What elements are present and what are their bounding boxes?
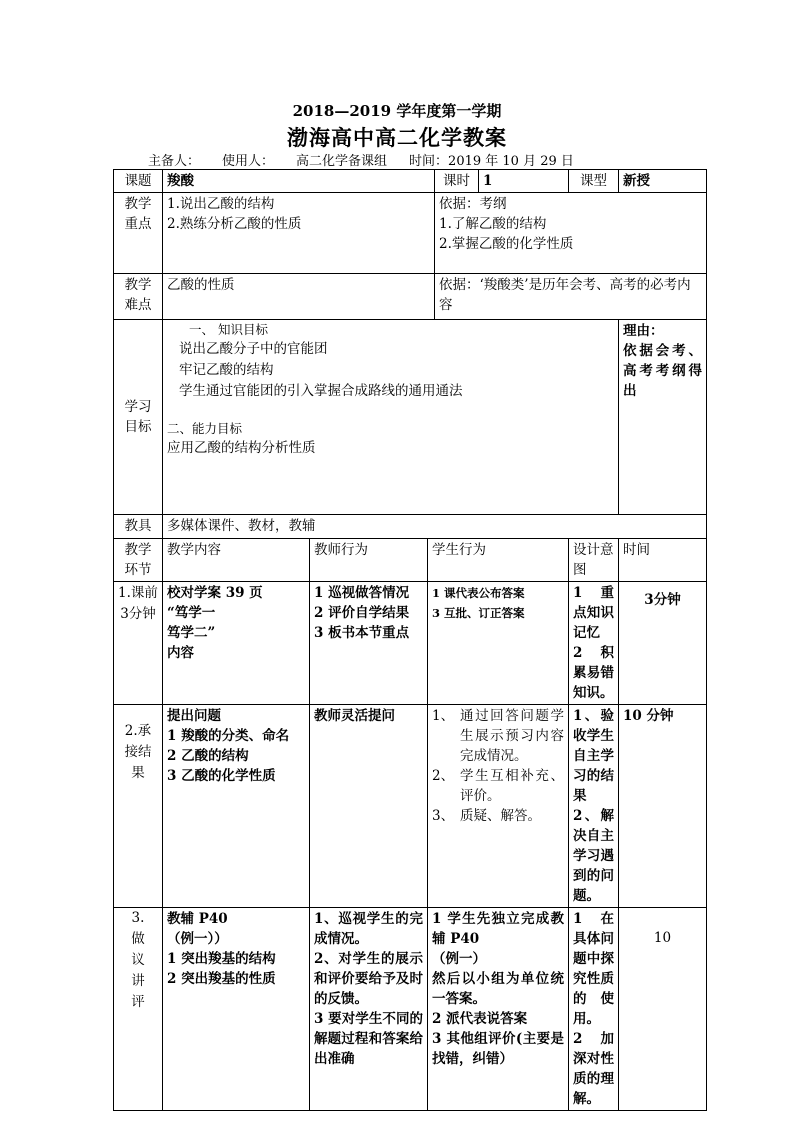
time-header: 时间 [619, 539, 707, 582]
spacer [167, 402, 614, 420]
stage-header: 教学 环节 [114, 539, 163, 582]
stage-student: 1 学生先独立完成教辅 P40 （例一） 然后以小组为单位统一答案。 2 派代表说答案 3 其他组评价(主要是找错，纠错） [428, 908, 569, 1111]
tools-content: 多媒体课件、教材，教辅 [163, 515, 707, 539]
stage-design: 1 重点知识记忆 2 积累易错知识。 [569, 582, 619, 705]
student-action: 1 课代表公布答案 [432, 586, 525, 600]
stage-time: 10 [619, 908, 707, 1111]
teacher-header: 教师行为 [310, 539, 428, 582]
document-subtitle: 2018—2019 学年度第一学期 [292, 102, 502, 120]
stage-student [428, 582, 569, 705]
stage-content: 教辅 P40 （例一）） 1 突出羧基的结构 2 突出羧基的性质 [163, 908, 310, 1111]
group-name: 高二化学备课组 [296, 154, 388, 169]
ability-title: 二、能力目标 [167, 421, 243, 436]
topic-label: 课题 [114, 170, 163, 193]
preparer-label: 主备人： [148, 154, 201, 169]
student-item: 3、 质疑、解答。 [432, 808, 541, 824]
stage-label: 2.承接结果 [114, 705, 163, 908]
user-label: 使用人： [222, 154, 275, 169]
lesson-plan-table [113, 169, 707, 1111]
objectives-row [114, 320, 707, 515]
hours-value: 1 [479, 170, 569, 193]
objectives-label: 学习 目标 [114, 320, 163, 515]
key-points-label: 教学 重点 [114, 193, 163, 274]
student-item: 2、 学生互相补充、评价。 [432, 768, 564, 804]
tools-row [114, 515, 707, 539]
stage-teacher: 1、巡视学生的完成情况。 2、对学生的展示和评价要给予及时的反馈。 3 要对学生不同的解题过程和答案给出准确 [310, 908, 428, 1111]
student-header: 学生行为 [428, 539, 569, 582]
knowledge-title: 一、 知识目标 [189, 322, 268, 337]
stage-label: 1.课前3分钟 [114, 582, 163, 705]
stage-content: 校对学案 39 页 “笃学一 笃学二” 内容 [163, 582, 310, 705]
stage-time: 3分钟 [619, 582, 707, 705]
tools-label: 教具 [114, 515, 163, 539]
type-label: 课型 [569, 170, 619, 193]
student-item-text: 通过回答问题学生展示预习内容完成情况。 [460, 708, 564, 764]
hours-label: 课时 [435, 170, 479, 193]
key-points-basis: 依据：考纲 1.了解乙酸的结构 2.掌握乙酸的化学性质 [435, 193, 707, 274]
stage-row [114, 582, 707, 705]
stage-row [114, 705, 707, 908]
stage-teacher: 1 巡视做答情况 2 评价自学结果 3 板书本节重点 [310, 582, 428, 705]
student-action: 3 互批、订正答案 [432, 606, 525, 620]
stage-teacher: 教师灵活提问 [310, 705, 428, 908]
difficulty-label: 教学 难点 [114, 274, 163, 320]
student-item-text: 学生互相补充、评价。 [460, 768, 564, 804]
ability-line: 应用乙酸的结构分析性质 [167, 440, 316, 456]
student-item-text: 质疑、解答。 [460, 808, 541, 824]
document-title: 渤海高中高二化学教案 [287, 125, 507, 150]
topic-value: 羧酸 [163, 170, 435, 193]
stage-student [428, 705, 569, 908]
difficulty-content: 乙酸的性质 [163, 274, 435, 320]
column-header-row [114, 539, 707, 582]
key-points-row [114, 193, 707, 274]
stage-design: 1 在具体问题中探究性质的使用。 2 加深对性质的理解。 [569, 908, 619, 1111]
objectives-reason: 理由： 依据会考、高考考纲得出 [619, 320, 707, 515]
student-item: 1、 通过回答问题学生展示预习内容完成情况。 [432, 708, 564, 764]
design-header: 设计意图 [569, 539, 619, 582]
date-text: 时间：2019 年 10 月 29 日 [409, 154, 574, 169]
content-header: 教学内容 [163, 539, 310, 582]
stage-row [114, 908, 707, 1111]
stage-time: 10 分钟 [619, 705, 707, 908]
topic-row [114, 170, 707, 193]
key-points-content: 1.说出乙酸的结构 2.熟练分析乙酸的性质 [163, 193, 435, 274]
stage-content: 提出问题 1 羧酸的分类、命名 2 乙酸的结构 3 乙酸的化学性质 [163, 705, 310, 908]
header-meta [148, 150, 574, 169]
difficulty-row [114, 274, 707, 320]
difficulty-basis: 依据：‘羧酸类’是历年会考、高考的必考内容 [435, 274, 707, 320]
knowledge-lines: 说出乙酸分子中的官能团 牢记乙酸的结构 学生通过官能团的引入掌握合成路线的通用通法 [179, 341, 463, 399]
stage-label: 3.做议讲评 [114, 908, 163, 1111]
stage-design: 1、验收学生自主学习的结果 2、解决自主学习遇到的问题。 [569, 705, 619, 908]
type-value: 新授 [619, 170, 707, 193]
objectives-content [163, 320, 619, 515]
